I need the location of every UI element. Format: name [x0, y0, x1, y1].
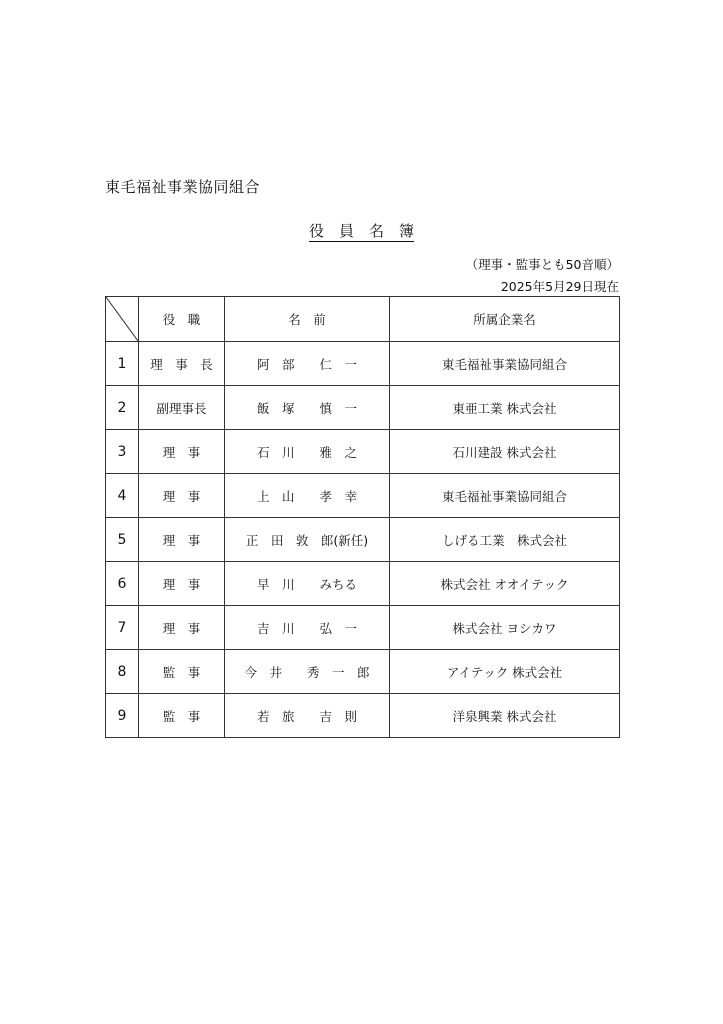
table-header-row: [106, 297, 620, 342]
row-number: 2: [106, 386, 139, 430]
header-role: 役 職: [139, 297, 225, 342]
header-corner-cell: [106, 297, 139, 342]
row-name: 若 旅 吉 則: [225, 694, 390, 738]
row-number: 7: [106, 606, 139, 650]
row-number: 1: [106, 342, 139, 386]
header-company: 所属企業名: [390, 297, 620, 342]
table-row: [106, 386, 620, 430]
row-company: 東毛福祉事業協同組合: [390, 342, 620, 386]
document-title-text: 役 員 名 簿: [308, 222, 414, 240]
row-number: 3: [106, 430, 139, 474]
organization-name: 東毛福祉事業協同組合: [105, 178, 261, 196]
row-role: 監 事: [139, 694, 225, 738]
table-row: [106, 694, 620, 738]
row-company: アイテック 株式会社: [390, 650, 620, 694]
sort-order-note: （理事・監事とも50音順）: [465, 257, 619, 272]
as-of-date: 2025年5月29日現在: [500, 279, 619, 294]
row-name: 飯 塚 慎 一: [225, 386, 390, 430]
row-name: 今 井 秀 一 郎: [225, 650, 390, 694]
header-name: 名 前: [225, 297, 390, 342]
row-number: 6: [106, 562, 139, 606]
row-number: 8: [106, 650, 139, 694]
row-role: 理 事: [139, 518, 225, 562]
table-row: [106, 342, 620, 386]
table-row: [106, 474, 620, 518]
row-name: 石 川 雅 之: [225, 430, 390, 474]
table-row: [106, 562, 620, 606]
diagonal-line-icon: [106, 297, 138, 341]
row-company: 石川建設 株式会社: [390, 430, 620, 474]
row-number: 9: [106, 694, 139, 738]
row-number: 4: [106, 474, 139, 518]
row-name: 上 山 孝 幸: [225, 474, 390, 518]
row-role: 理 事: [139, 606, 225, 650]
table-row: [106, 430, 620, 474]
row-role: 副理事長: [139, 386, 225, 430]
table-row: [106, 518, 620, 562]
row-number: 5: [106, 518, 139, 562]
row-role: 理 事 長: [139, 342, 225, 386]
row-name: 早 川 みちる: [225, 562, 390, 606]
table-row: [106, 606, 620, 650]
row-role: 理 事: [139, 562, 225, 606]
row-company: 東亜工業 株式会社: [390, 386, 620, 430]
document-title: [0, 220, 723, 241]
row-company: 株式会社 ヨシカワ: [390, 606, 620, 650]
row-company: 東毛福祉事業協同組合: [390, 474, 620, 518]
row-role: 監 事: [139, 650, 225, 694]
table-row: [106, 650, 620, 694]
row-company: 洋泉興業 株式会社: [390, 694, 620, 738]
row-role: 理 事: [139, 430, 225, 474]
row-name: 正 田 敦 郎(新任): [225, 518, 390, 562]
row-role: 理 事: [139, 474, 225, 518]
row-name: 阿 部 仁 一: [225, 342, 390, 386]
officer-roster-table: [105, 296, 620, 738]
row-name: 吉 川 弘 一: [225, 606, 390, 650]
row-company: しげる工業 株式会社: [390, 518, 620, 562]
row-company: 株式会社 オオイテック: [390, 562, 620, 606]
